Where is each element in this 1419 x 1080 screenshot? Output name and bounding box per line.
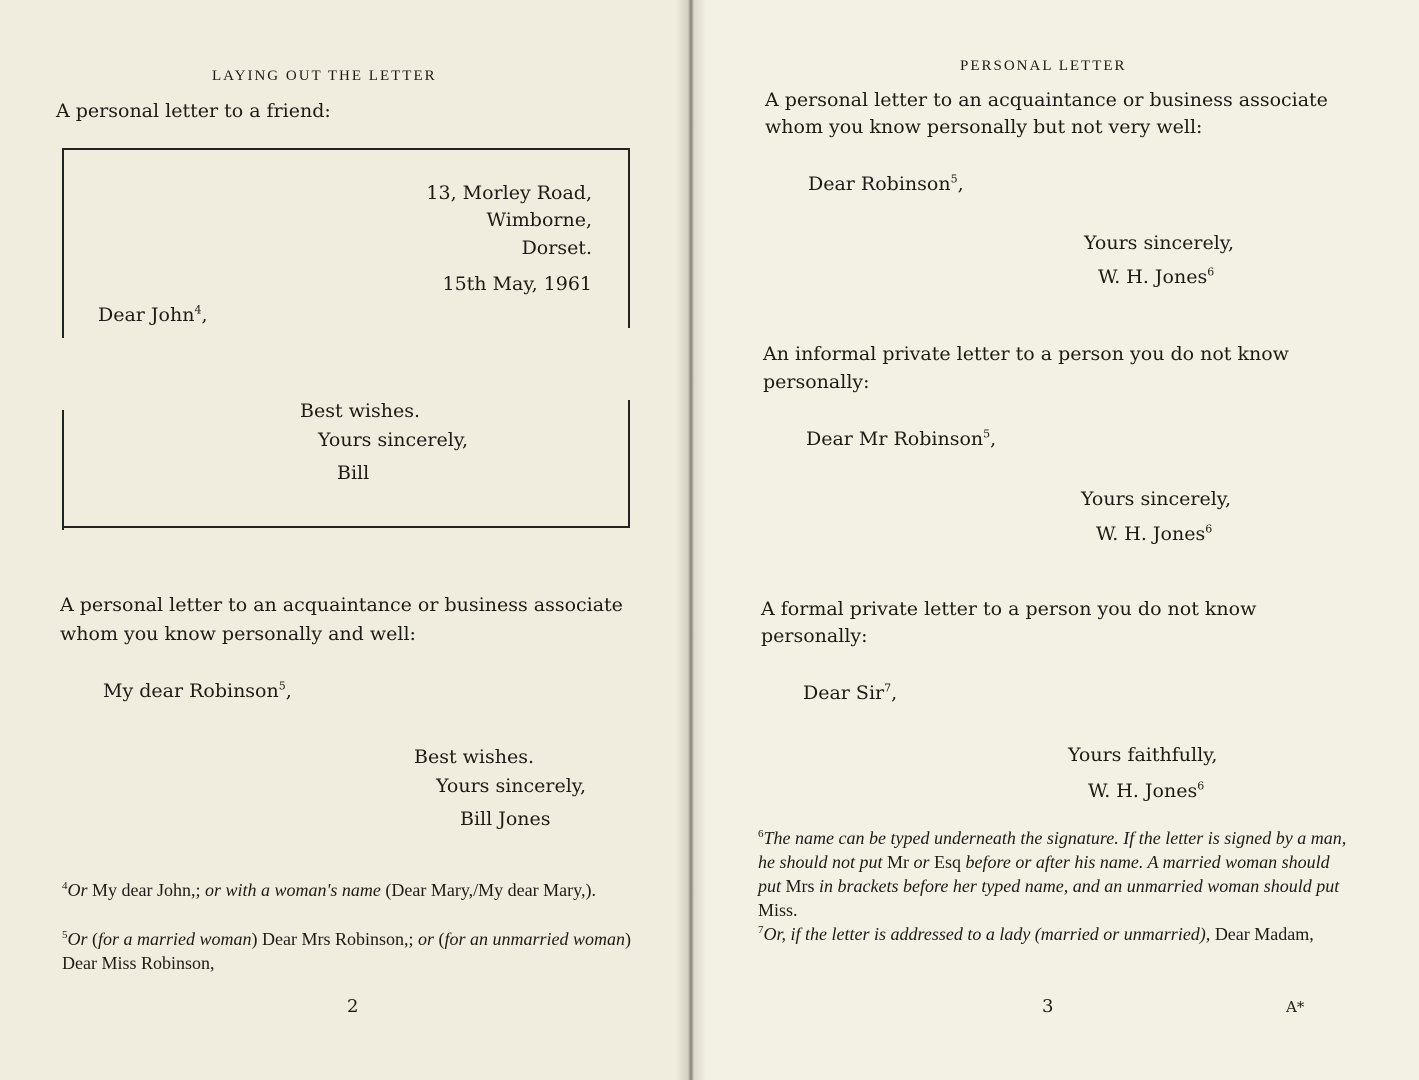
page-number: 2 [347,996,359,1017]
salutation: Dear Robinson$^5$, [808,172,964,195]
signature: W. H. Jones$^6$ [1096,522,1213,545]
signature: W. H. Jones$^6$ [1098,265,1215,288]
footnote-ref: 6 [1207,265,1215,279]
footnote-ref: 5 [950,172,958,186]
right-page [690,0,1419,1080]
footnote-4: $^4$Or My dear John,; or with a woman's name (Dear Mary,/My dear Mary,). [62,880,596,900]
letter-date: 15th May, 1961 [442,273,592,295]
section-heading: An informal private letter to a person you do not know [763,343,1289,365]
footnote-ref: 5 [983,427,991,441]
salutation: Dear Mr Robinson$^5$, [806,427,997,450]
signature: Bill Jones [460,808,551,830]
signature: W. H. Jones$^6$ [1088,779,1205,802]
section-heading: personally: [763,371,870,393]
footnote-5: $^5$Or (for a married woman) Dear Mrs Robinson,; or (for an unmarried woman) Dear Miss Robinson, [62,929,632,973]
book-gutter [676,0,706,1080]
section-heading: whom you know personally but not very well: [765,116,1203,138]
footnote-ref: 4 [194,303,202,317]
closing-line: Best wishes. [300,400,420,422]
footnote-7: $^7$Or, if the letter is addressed to a lady (married or unmarried), Dear Madam, [758,924,1314,944]
closing-line: Yours sincerely, [1081,488,1232,510]
running-head: PERSONAL LETTER [960,58,1127,74]
signature-mark: A* [1286,998,1305,1016]
salutation: Dear John$^4$, [98,303,208,326]
address-line: Dorset. [521,237,592,259]
section-heading: A personal letter to an acquaintance or business associate [60,594,623,616]
footnote-6: $^6$The name can be typed underneath the signature. If the letter is signed by a man, he should not put Mr or Esq before or after his name. A married woman should put Mrs in brackets before her typed name, and an unmarried woman should put Miss. [758,828,1347,920]
footnote-ref: 6 [1205,522,1213,536]
signature: Bill [337,462,370,484]
closing-line: Yours sincerely, [436,775,587,797]
section-heading: personally: [761,625,868,647]
salutation: My dear Robinson$^5$, [103,679,292,702]
closing-line: Yours faithfully, [1068,744,1218,766]
closing-line: Yours sincerely, [1084,232,1235,254]
footnote-ref: 7 [884,681,892,695]
left-page [0,0,690,1080]
section-heading: whom you know personally and well: [60,623,416,645]
section-heading: A personal letter to an acquaintance or business associate [765,89,1328,111]
section-heading: A formal private letter to a person you do not know [761,598,1257,620]
closing-line: Yours sincerely, [318,429,469,451]
footnote-ref: 6 [1197,779,1205,793]
running-head: LAYING OUT THE LETTER [212,68,437,84]
footnote-ref: 5 [278,679,286,693]
closing-line: Best wishes. [414,746,534,768]
section-heading: A personal letter to a friend: [56,100,331,122]
address-line: 13, Morley Road, [426,182,592,204]
address-line: Wimborne, [486,209,592,231]
page-number: 3 [1042,996,1054,1017]
salutation: Dear Sir$^7$, [803,681,898,704]
